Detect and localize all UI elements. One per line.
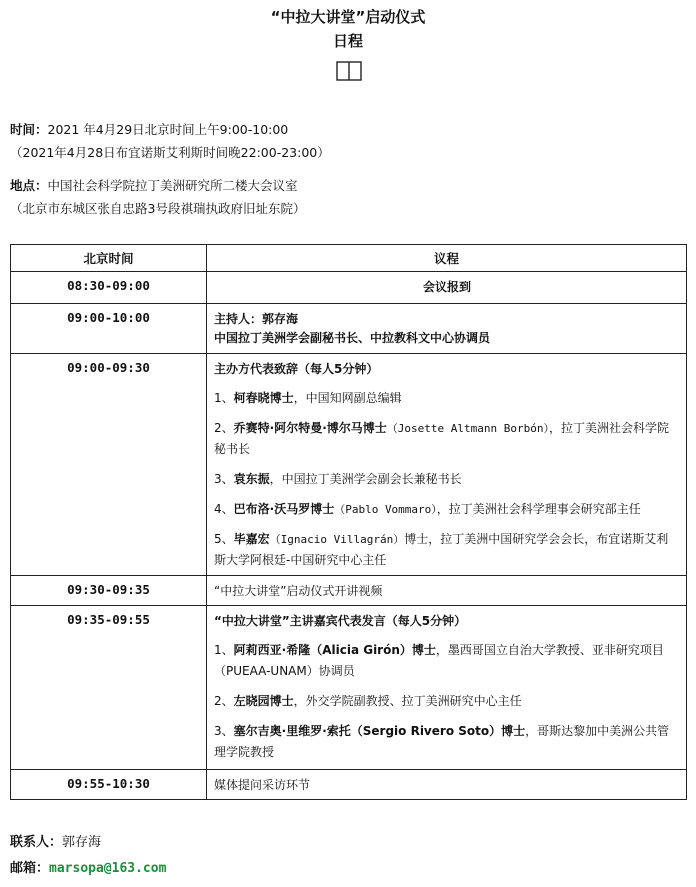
contact-email xyxy=(10,857,166,876)
contact-label: 联系人： xyxy=(10,835,63,850)
place-note: （北京市东城区张自忠路3号段祺瑞执政府旧址东院） xyxy=(10,201,306,216)
list-item: 4、巴布洛·沃马罗博士（Pablo Vommaro），拉丁美洲社会科学理事会研究部主任 xyxy=(214,502,641,516)
header-agenda: 议程 xyxy=(207,245,687,272)
document-subtitle: 日程 xyxy=(332,32,363,50)
list-item: 2、左晓园博士，外交学院副教授、拉丁美洲研究中心主任 xyxy=(214,694,522,708)
list-item: 5、毕嘉宏（Ignacio Villagrán）博士，拉丁美洲中国研究学会会长，布宜诺斯艾利斯大学阿根廷-中国研究中心主任 xyxy=(214,532,669,567)
contact-value: 郭存海 xyxy=(62,835,102,850)
time-note: （2021年4月28日布宜诺斯艾利斯时间晚22:00-23:00） xyxy=(10,145,330,160)
place-value: 中国社会科学院拉丁美洲研究所二楼大会议室 xyxy=(47,178,298,193)
list-item: 1、柯春晓博士，中国知网副总编辑 xyxy=(214,391,402,405)
email-label: 邮箱： xyxy=(10,861,50,876)
table-row xyxy=(11,770,687,800)
table-row xyxy=(11,576,687,606)
row-time: 09:35-09:55 xyxy=(11,606,207,770)
section-heading: “中拉大讲堂”主讲嘉宾代表发言（每人5分钟） xyxy=(214,614,467,628)
list-item: 2、乔赛特·阿尔特曼·博尔马博士（Josette Altmann Borbón），拉丁美洲社会科学院秘书长 xyxy=(214,421,669,456)
time-value: 2021 年4月29日北京时间上午9:00-10:00 xyxy=(47,122,289,137)
row-agenda xyxy=(207,354,687,576)
row-agenda xyxy=(207,304,687,354)
host-title: 中国拉丁美洲学会副秘书长、中拉教科文中心协调员 xyxy=(214,331,491,345)
row-agenda: 媒体提问采访环节 xyxy=(207,770,687,800)
table-row xyxy=(11,304,687,354)
place-line xyxy=(10,176,298,194)
row-time: 09:55-10:30 xyxy=(11,770,207,800)
table-row xyxy=(11,606,687,770)
book-icon xyxy=(336,61,362,81)
row-time: 09:00-10:00 xyxy=(11,304,207,354)
row-time: 09:30-09:35 xyxy=(11,576,207,606)
email-link[interactable]: marsopa@163.com xyxy=(49,861,167,876)
time-label: 时间： xyxy=(10,122,48,137)
row-time: 08:30-09:00 xyxy=(11,272,207,304)
row-time: 09:00-09:30 xyxy=(11,354,207,576)
time-line xyxy=(10,120,288,138)
row-agenda xyxy=(207,606,687,770)
header-time: 北京时间 xyxy=(11,245,207,272)
section-heading: 主办方代表致辞（每人5分钟） xyxy=(214,362,379,376)
place-label: 地点： xyxy=(10,178,48,193)
list-item: 1、阿莉西亚·希隆（Alicia Girón）博士，墨西哥国立自治大学教授、亚非研究项目（PUEAA-UNAM）协调员 xyxy=(214,643,664,678)
list-item: 3、袁东振，中国拉丁美洲学会副会长兼秘书长 xyxy=(214,472,462,486)
contact-person xyxy=(10,831,101,850)
table-row xyxy=(11,354,687,576)
table-row xyxy=(11,272,687,304)
document-title: “中拉大讲堂”启动仪式 xyxy=(270,8,426,26)
schedule-table xyxy=(10,244,687,800)
host-line: 主持人：郭存海 xyxy=(214,312,299,326)
table-header-row xyxy=(11,245,687,272)
list-item: 3、塞尔吉奥·里维罗·索托（Sergio Rivero Soto）博士，哥斯达黎加中美洲公共管理学院教授 xyxy=(214,724,670,759)
row-agenda: 会议报到 xyxy=(207,272,687,304)
row-agenda: “中拉大讲堂”启动仪式开讲视频 xyxy=(207,576,687,606)
